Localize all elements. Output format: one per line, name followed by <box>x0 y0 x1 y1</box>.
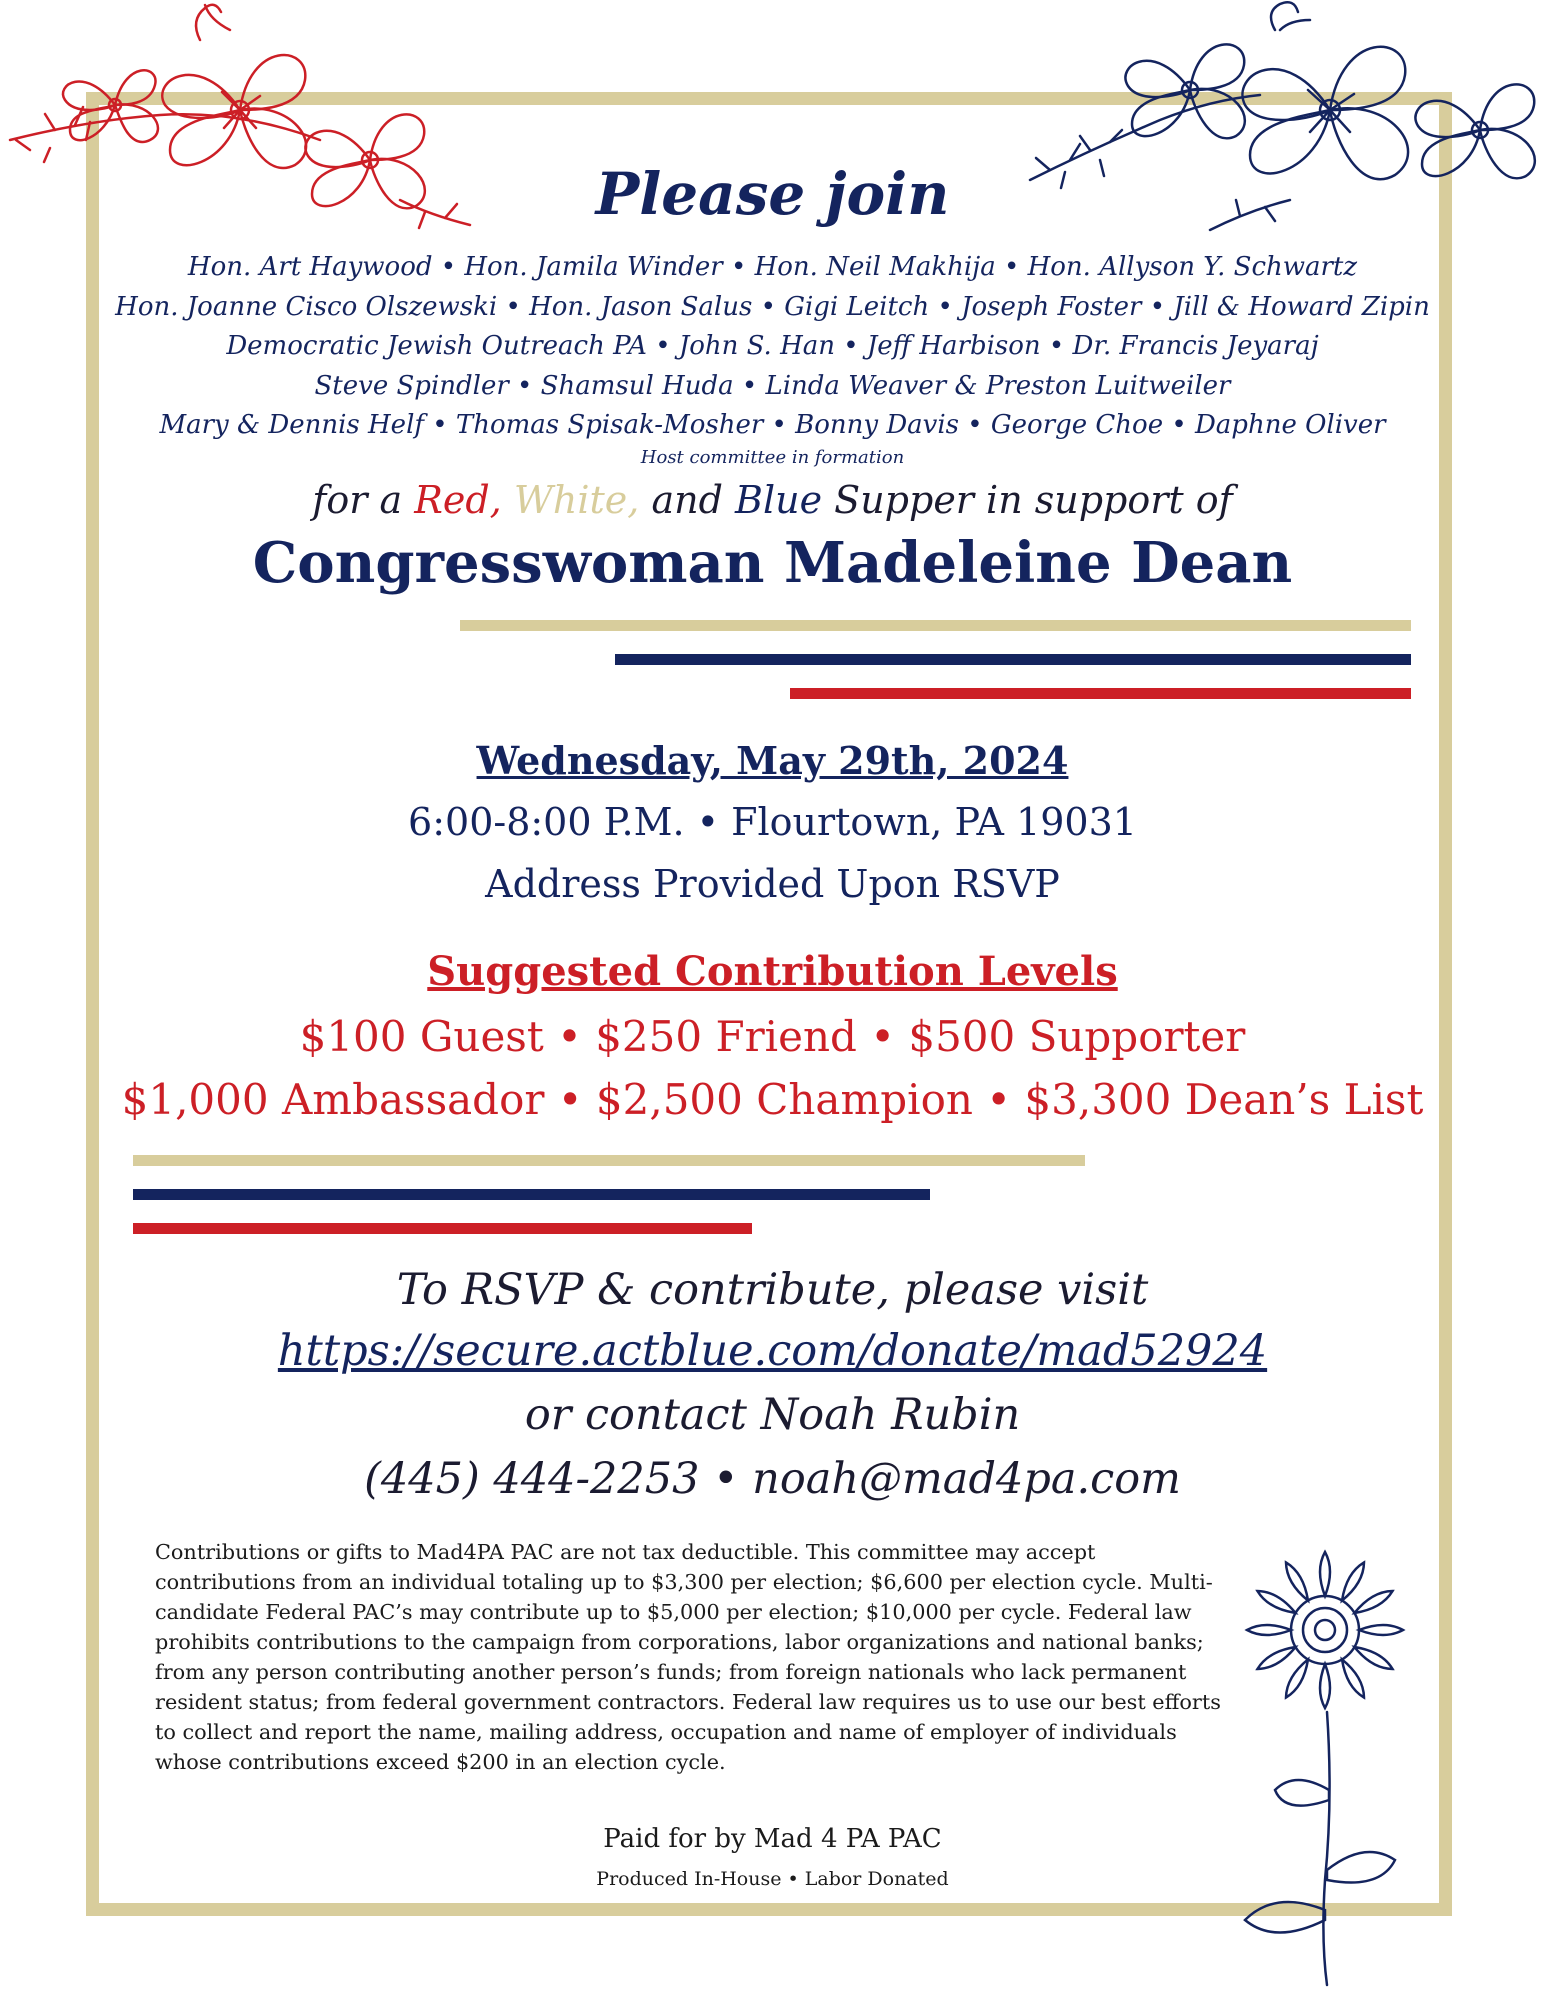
host-line: Democratic Jewish Outreach PA • John S. Han • Jeff Harbison • Dr. Francis Jeyaraj <box>226 331 1319 361</box>
gold-stripe <box>460 620 1411 631</box>
contribution-line: $1,000 Ambassador • $2,500 Champion • $3,300 Dean’s List <box>121 1075 1424 1124</box>
event-date: Wednesday, May 29th, 2024 <box>476 738 1069 783</box>
produced-note: Produced In-House • Labor Donated <box>596 1868 949 1890</box>
navy-stripe <box>133 1189 930 1200</box>
contribution-levels <box>0 1005 1545 1131</box>
host-line: Hon. Art Haywood • Hon. Jamila Winder • Hon. Neil Makhija • Hon. Allyson Y. Schwartz <box>187 252 1358 282</box>
supper-line <box>0 478 1545 522</box>
word-and: and <box>651 478 723 522</box>
please-join-heading: Please join <box>595 160 950 228</box>
host-list <box>0 248 1545 446</box>
word-white: White, <box>513 478 640 522</box>
host-line: Mary & Dennis Helf • Thomas Spisak-Mosher • Bonny Davis • George Choe • Daphne Oliver <box>159 410 1386 440</box>
contribution-levels-title: Suggested Contribution Levels <box>427 948 1118 995</box>
contribution-line: $100 Guest • $250 Friend • $500 Supporter <box>299 1012 1246 1061</box>
event-time-location: 6:00-8:00 P.M. • Flourtown, PA 19031 <box>408 800 1137 844</box>
rsvp-intro: To RSVP & contribute, please visit <box>396 1265 1149 1315</box>
supper-prefix: for a <box>312 478 403 522</box>
event-address-note: Address Provided Upon RSVP <box>485 862 1060 906</box>
navy-stripe <box>615 654 1411 665</box>
contact-phone-email: (445) 444-2253 • noah@mad4pa.com <box>364 1454 1181 1504</box>
legal-disclaimer: Contributions or gifts to Mad4PA PAC are not tax deductible. This committee may accept contributions from an individual totaling up to $3,300 per election; $6,600 per election cycle. Multi-candidate Federal PAC’s may contribute up to $5,000 per election; $10,000 per cycle. Federal law prohibits contributions to the campaign from corporations, labor organizations and national banks; from any person contributing another person’s funds; from foreign nationals who lack permanent resident status; from federal government contractors. Federal law requires us to use our best efforts to collect and report the name, mailing address, occupation and name of employer of individuals whose contributions exceed $200 in an election cycle. <box>155 1540 1221 1774</box>
sunflower-icon <box>1215 1540 1445 1990</box>
word-blue: Blue <box>735 478 823 522</box>
word-red: Red, <box>414 478 502 522</box>
gold-stripe <box>133 1155 1085 1166</box>
host-line: Steve Spindler • Shamsul Huda • Linda Weaver & Preston Luitweiler <box>314 370 1231 401</box>
candidate-name: Congresswoman Madeleine Dean <box>252 530 1293 596</box>
red-stripe <box>790 688 1411 699</box>
supper-suffix: Supper in support of <box>834 478 1233 522</box>
contact-name: or contact Noah Rubin <box>524 1390 1021 1440</box>
donate-link[interactable]: https://secure.actblue.com/donate/mad52924 <box>277 1326 1268 1376</box>
paid-for-by: Paid for by Mad 4 PA PAC <box>603 1824 942 1854</box>
host-committee-note: Host committee in formation <box>640 447 905 468</box>
red-stripe <box>133 1223 752 1234</box>
host-line: Hon. Joanne Cisco Olszewski • Hon. Jason Salus • Gigi Leitch • Joseph Foster • Jill & Howard Zipin <box>115 291 1430 322</box>
